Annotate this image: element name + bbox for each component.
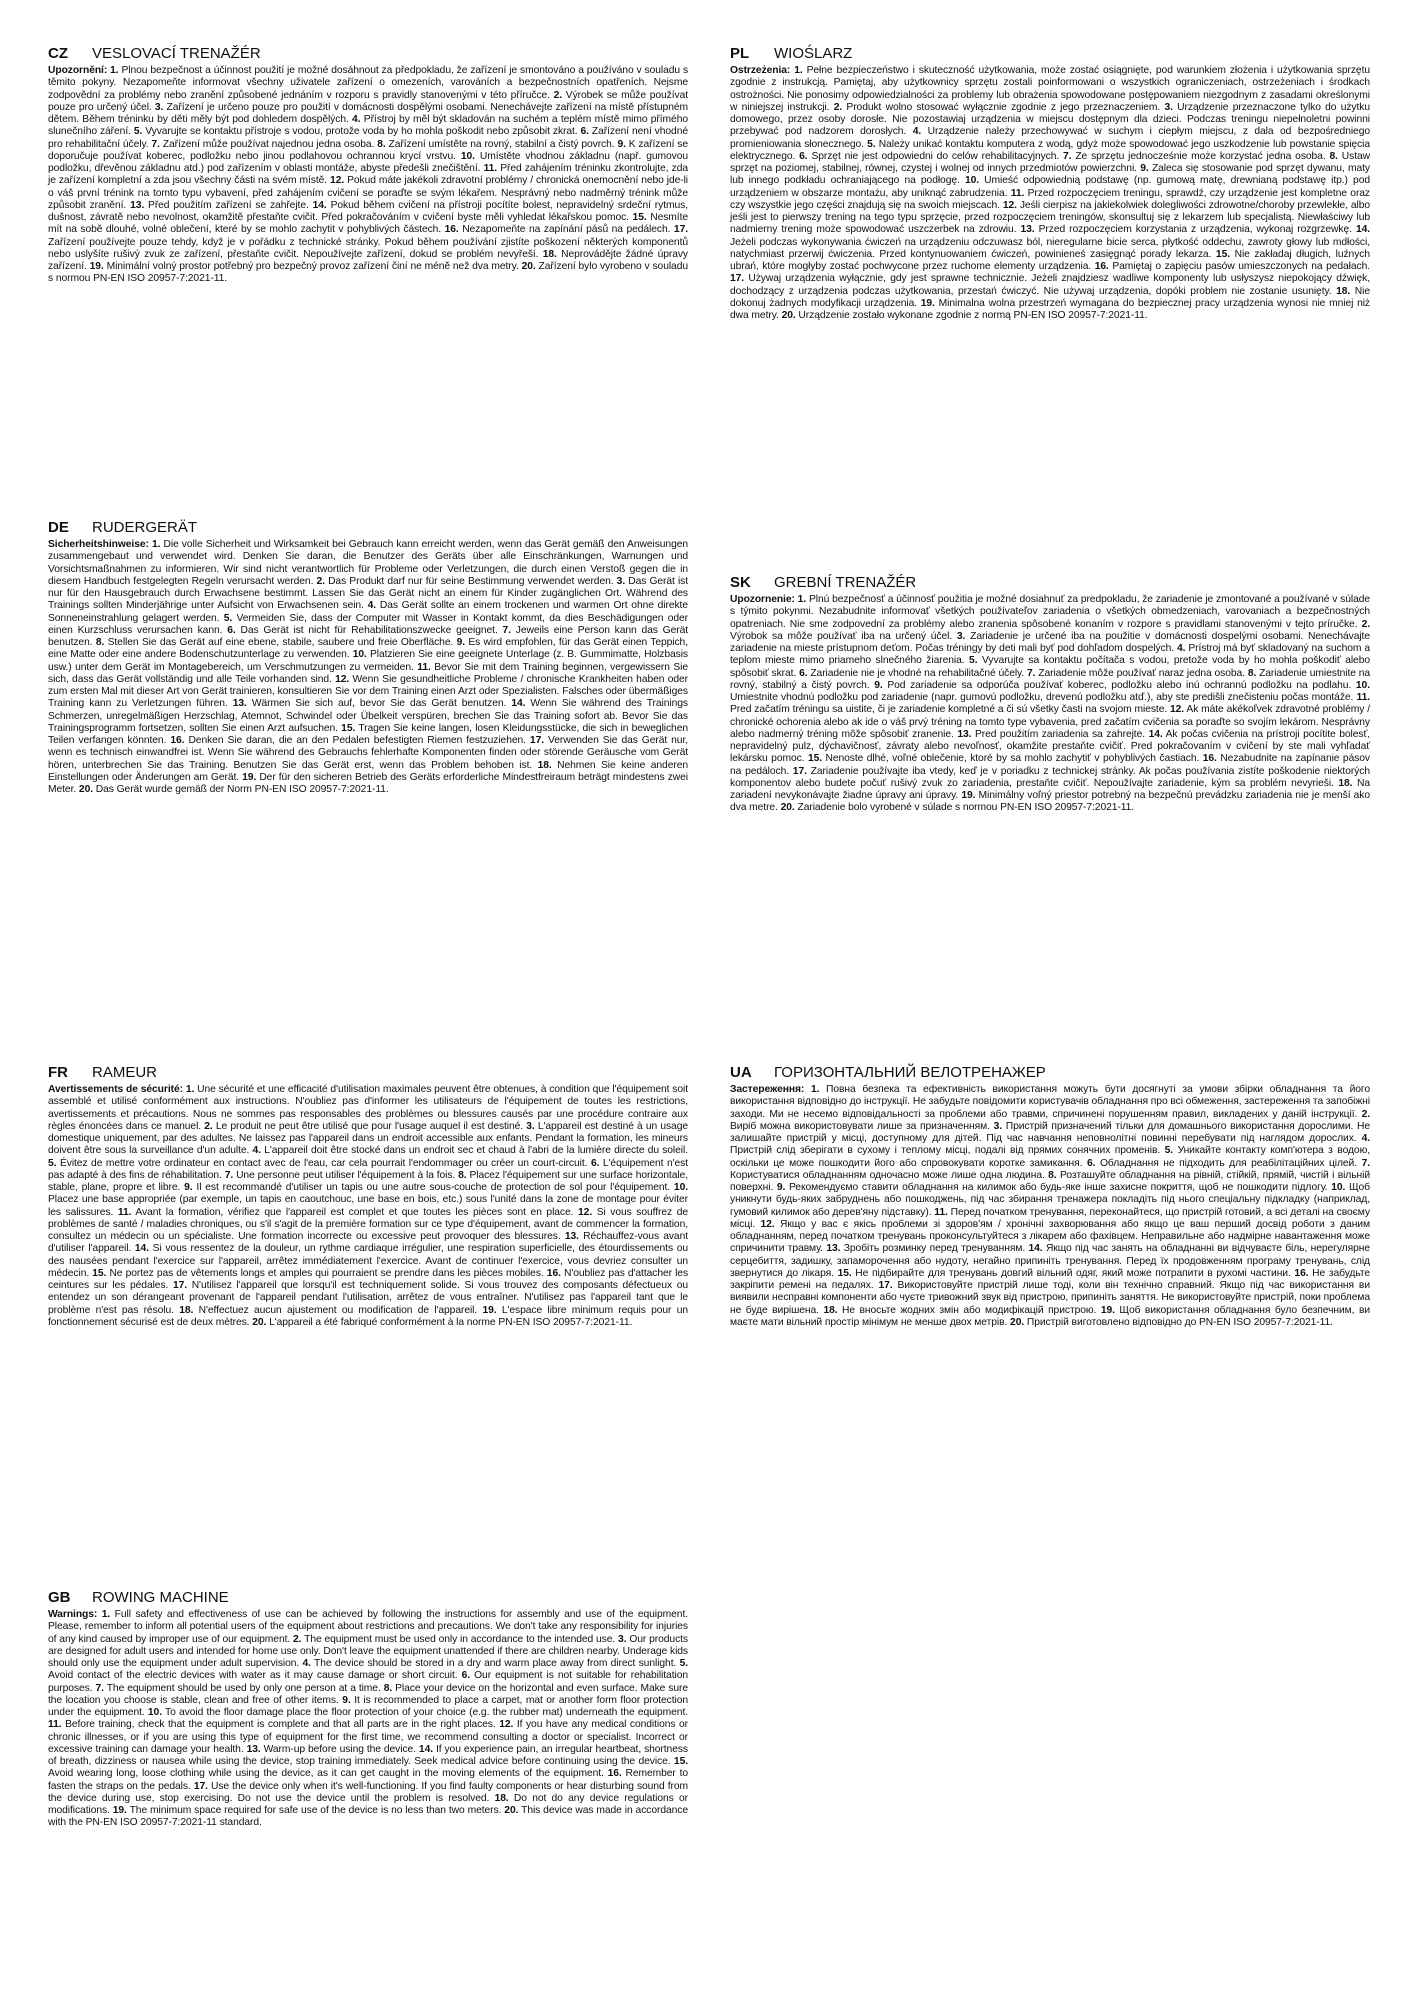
section-sk bbox=[730, 575, 1370, 815]
warning-lead: Upozornenie: bbox=[730, 594, 795, 605]
section-body bbox=[48, 1084, 688, 1329]
section-body bbox=[48, 65, 688, 286]
section-de bbox=[48, 520, 688, 796]
section-title: VESLOVACÍ TRENAŽÉR bbox=[92, 45, 261, 62]
section-header bbox=[48, 1590, 688, 1606]
language-code: FR bbox=[48, 1064, 68, 1081]
section-title: ROWING MACHINE bbox=[92, 1589, 229, 1606]
section-title: ГОРИЗОНТАЛЬНИЙ ВЕЛОТРЕНАЖЕР bbox=[774, 1064, 1046, 1081]
section-text: 1. Plnou bezpečnost a účinnost použití je možné dosáhnout za předpokladu, že zařízení je smontováno a používáno v souladu s těmito pokyny. Nezapomeňte informovat všechny uživatele zařízení o omezeních, varováních a bezpečnostních opatřeních. Nejsme zodpovědní za problémy nebo zranění způsobené jednáním v rozporu s pravidly stanovenými v této příručce. 2. Výrobek se může používat pouze pro určený účel. 3. Zařízení je určeno pouze pro použití v domácnosti dospělými osobami. Nenechávejte zařízení na místě přístupném dětem. Během tréninku by děti měly být pod dohledem dospělých. 4. Přístroj by měl být skladován na suchém a teplém místě mimo přímého slunečního záření. 5. Vyvarujte se kontaktu přístroje s vodou, protože voda by ho mohla poškodit nebo způsobit zkrat. 6. Zařízení není vhodné pro rehabilitační účely. 7. Zařízení může používat najednou jedna osoba. 8. Zařízení umístěte na rovný, stabilní a čistý povrch. 9. K zařízení se doporučuje používat koberec, podložku nebo jinou podlahovou ochrannou krycí vrstvu. 10. Umístěte vhodnou základnu (např. gumovou podložku, dřevěnou základnu atd.) pod zařízením v oblasti montáže, abyste předešli znečištění. 11. Před zahájením tréninku zkontrolujte, zda je zařízení kompletní a zda jsou všechny části na svém místě. 12. Pokud máte jakékoli zdravotní problémy / chronická onemocnění nebo jde-li o váš první trénink na tomto typu vybavení, před zahájením cvičení se poraďte se svým lékařem. Nesprávný nebo nadměrný trénink může způsobit zranění. 13. Před použitím zařízení se zahřejte. 14. Pokud během cvičení na přístroji pocítíte bolest, nepravidelný srdeční rytmus, dušnost, závratě nebo nevolnost, okamžitě přestaňte cvičit. Před pokračováním v cvičení byste měli vyhledat lékařskou pomoc. 15. Nesmíte mít na sobě dlouhé, volné oblečení, které by se mohlo zachytit v pohyblivých částech. 16. Nezapomeňte na zapínání pásů na pedálech. 17. Zařízení používejte pouze tehdy, když je v pořádku z technické stránky. Pokud během používání zjistíte poškození některých komponentů nebo uslyšíte rušivý zvuk ze zařízení, přestaňte cvičit. Nepoužívejte zařízení, dokud se problém nevyřeší. 18. Neprovádějte žádné úpravy zařízení. 19. Minimální volný prostor potřebný pro bezpečný provoz zařízení činí ne méně než dva metry. 20. Zařízení bylo vyrobeno v souladu s normou PN-EN ISO 20957-7:2021-11. bbox=[48, 65, 689, 285]
section-text: 1. Повна безпека та ефективність використання можуть бути досягнуті за умови збірки обладнання та його використання відповідно до інструкції. Не забудьте повідомити користувачів обладнання про всі обмеження, застереження та запобіжні заходи. Ми не несемо відповідальності за проблеми або травми, спричинені порушенням правил, викладених у даній інструкції. 2. Виріб можна використовувати лише за призначенням. 3. Пристрій призначений тільки для домашнього використання дорослими. Не залишайте пристрій у місці, доступному для дітей. Під час навчання неповнолітні повинні перебувати під наглядом дорослих. 4. Пристрій слід зберігати в сухому і теплому місці, подалі від прямих сонячних променів. 5. Уникайте контакту комп'ютера з водою, оскільки це може пошкодити його або спровокувати коротке замикання. 6. Обладнання не підходить для реабілітаційних цілей. 7. Користуватися обладнанням одночасно може лише одна людина. 8. Розташуйте обладнання на рівній, стійкій, прямій, чистій і вільній поверхні. 9. Рекомендуємо ставити обладнання на килимок або будь-яке інше захисне покриття, щоб не пошкодити підлогу. 10. Щоб уникнути будь-яких забруднень або пошкоджень, під час збирання тренажера покладіть під нього спеціальну підкладку (наприклад, гумовий килимок або дерев'яну підставку). 11. Перед початком тренування, переконайтеся, що пристрій готовий, а всі деталі на своєму місці. 12. Якщо у вас є якісь проблеми зі здоров'ям / хронічні захворювання або якщо це ваш перший досвід роботи з даним обладнанням, перед початком тренувань проконсультуйтеся з лікарем або фахівцем. Неправильне або надмірне навантаження може спричинити травму. 13. Зробіть розминку перед тренуванням. 14. Якщо під час занять на обладнанні ви відчуваєте біль, нерегулярне серцебиття, задишку, запаморочення або нудоту, негайно припиніть тренування. Перед їх продовженням програму тренувань, слід звернутися до лікаря. 15. Не підбирайте для тренувань довгий вільний одяг, який може потрапити в рухомі частини. 16. Не забудьте закріпити ремені на педалях. 17. Використовуйте пристрій лише тоді, коли він технічно справний. Якщо під час використання ви виявили несправні компоненти або чуєте тривожний звук від пристрою, припиніть заняття. Не використовуйте пристрій, поки проблема не буде вирішена. 18. Не вносьте жодних змін або модифікацій пристрою. 19. Щоб використання обладнання було безпечним, ви маєте мати вільний простір мінімум не менше двох метрів. 20. Пристрій виготовлено відповідно до PN-EN ISO 20957-7:2021-11. bbox=[730, 1084, 1371, 1328]
section-gb bbox=[48, 1590, 688, 1830]
section-text: 1. Pełne bezpieczeństwo i skuteczność użytkowania, może zostać osiągnięte, pod warunkiem złożenia i użytkowania sprzętu zgodnie z instrukcją. Pamiętaj, aby użytkownicy sprzętu zostali poinformowani o wszystkich ograniczeniach, ostrzeżeniach i środkach ostrożności. Nie ponosimy odpowiedzialności za problemy lub obrażenia spowodowane postępowaniem niezgodnym z zasadami określonymi w niniejszej instrukcji. 2. Produkt wolno stosować wyłącznie zgodnie z jego przeznaczeniem. 3. Urządzenie przeznaczone tylko do użytku domowego, przez osoby dorosłe. Nie pozostawiaj urządzenia w miejscu dostępnym dla dzieci. Podczas treningu niepełnoletni powinni przebywać pod nadzorem dorosłych. 4. Urządzenie należy przechowywać w suchym i ciepłym miejscu, z dala od bezpośredniego promieniowania słonecznego. 5. Należy unikać kontaktu komputera z wodą, gdyż może spowodować jego uszkodzenie lub powstanie spięcia elektrycznego. 6. Sprzęt nie jest odpowiedni do celów rehabilitacyjnych. 7. Ze sprzętu jednocześnie może korzystać jedna osoba. 8. Ustaw sprzęt na poziomej, stabilnej, równej, czystej i wolnej od innych przedmiotów powierzchni. 9. Zaleca się stosowanie pod sprzęt dywanu, maty lub innego podkładu ochraniającego na podłogę. 10. Umieść odpowiednią podstawę (np. gumową matę, drewnianą podstawę itp.) pod urządzeniem w obszarze montażu, aby uniknąć zabrudzenia. 11. Przed rozpoczęciem treningu, sprawdź, czy urządzenie jest kompletne oraz czy wszystkie jego części znajdują się na swoich miejscach. 12. Jeśli cierpisz na jakiekolwiek dolegliwości zdrowotne/choroby przewlekłe, albo jeśli jest to pierwszy trening na tego typu sprzęcie, przed rozpoczęciem treningów, skonsultuj się z lekarzem lub specjalistą. Niewłaściwy lub nadmierny trening może spowodować uszczerbek na zdrowiu. 13. Przed rozpoczęciem korzystania z urządzenia, wykonaj rozgrzewkę. 14. Jeżeli podczas wykonywania ćwiczeń na urządzeniu odczuwasz ból, nieregularne bicie serca, płytkość oddechu, zawroty głowy lub mdłości, natychmiast przerwij ćwiczenia. Przed kontynuowaniem ćwiczeń, powinieneś zasięgnąć porady lekarza. 15. Nie zakładaj długich, luźnych ubrań, które mogłyby zostać pochwycone przez ruchome elementy urządzenia. 16. Pamiętaj o zapięciu pasów umieszczonych na pedałach. 17. Używaj urządzenia wyłącznie, gdy jest sprawne technicznie. Jeżeli znajdziesz wadliwe komponenty lub usłyszysz niepokojący dźwięk, dochodzący z urządzenia podczas użytkowania, przestań ćwiczyć. Nie używaj urządzenia, dopóki problem nie zostanie usunięty. 18. Nie dokonuj żadnych modyfikacji urządzenia. 19. Minimalna wolna przestrzeń wymagana do bezpiecznej pracy urządzenia wynosi nie mniej niż dwa metry. 20. Urządzenie zostało wykonane zgodnie z normą PN-EN ISO 20957-7:2021-11. bbox=[730, 65, 1371, 321]
section-header bbox=[48, 520, 688, 536]
language-code: SK bbox=[730, 574, 751, 591]
warning-lead: Upozornění: bbox=[48, 65, 108, 76]
language-code: PL bbox=[730, 45, 750, 62]
section-header bbox=[730, 1065, 1370, 1081]
language-code: DE bbox=[48, 519, 69, 536]
warning-lead: Sicherheitshinweise: bbox=[48, 539, 149, 550]
section-body bbox=[730, 594, 1370, 815]
section-body bbox=[730, 65, 1370, 322]
section-header bbox=[730, 575, 1370, 591]
warning-lead: Warnings: bbox=[48, 1609, 98, 1620]
section-header bbox=[48, 1065, 688, 1081]
section-cz bbox=[48, 46, 688, 286]
section-ua bbox=[730, 1065, 1370, 1329]
section-body bbox=[730, 1084, 1370, 1329]
warning-lead: Застереження: bbox=[730, 1084, 805, 1095]
section-text: 1. Full safety and effectiveness of use can be achieved by following the instructions for assembly and use of the equipment. Please, remember to inform all potential users of the equipment about restrictions and precautions. We don't take any responsibility for injuries of any kind caused by improper use of our equipment. 2. The equipment must be used only in accordance to the intended use. 3. Our products are designed for adult users and intended for home use only. Don't leave the equipment unattended if there are children nearby. Underage kids should only use the equipment under adult supervision. 4. The device should be stored in a dry and warm place away from direct sunlight. 5. Avoid contact of the electric devices with water as it may cause damage or short circuit. 6. Our equipment is not suitable for rehabilitation purposes. 7. The equipment should be used by only one person at a time. 8. Place your device on the horizontal and even surface. Make sure the location you choose is stable, clean and free of other items. 9. It is recommended to place a carpet, mat or another form floor protection under the equipment. 10. To avoid the floor damage place the floor protection of your choice (e.g. the rubber mat) underneath the equipment. 11. Before training, check that the equipment is complete and that all parts are in the right places. 12. If you have any medical conditions or chronic illnesses, or if you are using this type of equipment for the first time, we recommend consulting a doctor or specialist. Incorrect or excessive training can damage your health. 13. Warm-up before using the device. 14. If you experience pain, an irregular heartbeat, shortness of breath, dizziness or nausea while using the device, stop training immediately. Seek medical advice before continuing using the device. 15. Avoid wearing long, loose clothing while using the device, as it can get caught in the moving elements of the equipment. 16. Remember to fasten the straps on the pedals. 17. Use the device only when it's well-functioning. If you find faulty components or hear disturbing sound from the device during use, stop exercising. Do not use the device until the problem is resolved. 18. Do not do any device regulations or modifications. 19. The minimum space required for safe use of the device is no less than two meters. 20. This device was made in accordance with the PN-EN ISO 20957-7:2021-11 standard. bbox=[48, 1609, 689, 1829]
section-fr bbox=[48, 1065, 688, 1329]
section-title: RAMEUR bbox=[92, 1064, 158, 1081]
section-title: GREBNÍ TRENAŽÉR bbox=[774, 574, 917, 591]
section-text: 1. Plnú bezpečnosť a účinnosť použitia je možné dosiahnuť za predpokladu, že zariadenie je zmontované a používané v súlade s týmito pokynmi. Nezabudnite informovať všetkých používateľov zariadenia o všetkých obmedzeniach, varovaniach a bezpečnostných opatreniach. Nie sme zodpovední za problémy alebo zranenia spôsobené konaním v rozpore s pravidlami stanovenými v tejto príručke. 2. Výrobok sa môže používať iba na určený účel. 3. Zariadenie je určené iba na použitie v domácnosti dospelými osobami. Nenechávajte zariadenie na mieste prístupnom deťom. Počas tréningy by deti mali byť pod dohľadom dospelých. 4. Prístroj má byť skladovaný na suchom a teplom mieste mimo priameho slnečného žiarenia. 5. Vyvarujte sa kontaktu počítača s vodou, pretože voda by ho mohla poškodiť alebo spôsobiť skrat. 6. Zariadenie nie je vhodné na rehabilitačné účely. 7. Zariadenie môže používať naraz jedna osoba. 8. Zariadenie umiestnite na rovný, stabilný a čistý povrch. 9. Pod zariadenie sa odporúča používať koberec, podložku alebo inú ochrannú podložku na podlahu. 10. Umiestnite vhodnú podložku pod zariadenie (napr. gumovú podložku, drevenú podložku atď.), aby ste predišli znečisteniu počas montáže. 11. Pred začatím tréningu sa uistite, či je zariadenie kompletné a či sú všetky časti na svojom mieste. 12. Ak máte akékoľvek zdravotné problémy / chronické ochorenia alebo ak ide o váš prvý tréning na tomto type vybavenia, pred začatím cvičenia sa poraďte so svojím lekárom. Nesprávny alebo nadmerný tréning môže spôsobiť zranenie. 13. Pred použitím zariadenia sa zahrejte. 14. Ak počas cvičenia na prístroji pocítite bolesť, nepravidelný pulz, dýchavičnosť, závraty alebo nevoľnosť, okamžite prestaňte cvičiť. Pred pokračovaním v cvičení by ste mali vyhľadať lekársku pomoc. 15. Nenoste dlhé, voľné oblečenie, ktoré by sa mohlo zachytiť v pohyblivých častiach. 16. Nezabudnite na zapínanie pásov na pedáloch. 17. Zariadenie používajte iba vtedy, keď je v poriadku z technickej stránky. Ak počas používania zistíte poškodenie niektorých komponentov alebo budete počuť rušivý zvuk zo zariadenia, prestaňte cvičiť. Nepoužívajte zariadenie, kým sa problém nevyrieši. 18. Na zariadení nevykonávajte žiadne úpravy ani úpravy. 19. Minimálny voľný priestor potrebný na bezpečnú prevádzku zariadenia nie je menší ako dva metre. 20. Zariadenie bolo vyrobené v súlade s normou PN-EN ISO 20957-7:2021-11. bbox=[730, 594, 1371, 814]
language-code: CZ bbox=[48, 45, 68, 62]
section-text: 1. Die volle Sicherheit und Wirksamkeit bei Gebrauch kann erreicht werden, wenn das Gerät gemäß den Anweisungen zusammengebaut und verwendet wird. Denken Sie daran, die Benutzer des Geräts über alle Einschränkungen, Warnungen und Vorsichtsmaßnahmen zu informieren. Wir sind nicht verantwortlich für Probleme oder Verletzungen, die durch einen Verstoß gegen die in diesem Handbuch festgelegten Regeln verursacht werden. 2. Das Produkt darf nur für seine Bestimmung verwendet werden. 3. Das Gerät ist nur für den Hausgebrauch durch Erwachsene bestimmt. Lassen Sie das Gerät nicht an einem für Kinder zugänglichen Ort. Während des Trainings sollten Minderjährige unter Aufsicht von Erwachsenen sein. 4. Das Gerät sollte an einem trockenen und warmen Ort ohne direkte Sonneneinstrahlung gelagert werden. 5. Vermeiden Sie, dass der Computer mit Wasser in Kontakt kommt, da dies Beschädigungen oder einen Kurzschluss verursachen kann. 6. Das Gerät ist nicht für Rehabilitationszwecke geeignet. 7. Jeweils eine Person kann das Gerät benutzen. 8. Stellen Sie das Gerät auf eine ebene, stabile, saubere und freie Oberfläche. 9. Es wird empfohlen, für das Gerät einen Teppich, eine Matte oder eine andere Bodenschutzunterlage zu verwenden. 10. Platzieren Sie eine geeignete Unterlage (z. B. Gummimatte, Holzbasis usw.) unter dem Gerät im Montagebereich, um Verschmutzungen zu vermeiden. 11. Bevor Sie mit dem Training beginnen, vergewissern Sie sich, dass das Gerät vollständig und alle Teile vorhanden sind. 12. Wenn Sie gesundheitliche Probleme / chronische Krankheiten haben oder zum ersten Mal mit dieser Art von Gerät trainieren, konsultieren Sie vor dem Training einen Arzt oder Spezialisten. Falsches oder übermäßiges Training kann zu Verletzungen führen. 13. Wärmen Sie sich auf, bevor Sie das Gerät benutzen. 14. Wenn Sie während des Trainings Schmerzen, unregelmäßigen Herzschlag, Atemnot, Schwindel oder Übelkeit verspüren, brechen Sie das Training sofort ab. Bevor Sie das Trainingsprogramm fortsetzen, sollten Sie einen Arzt aufsuchen. 15. Tragen Sie keine langen, losen Kleidungsstücke, die sich in beweglichen Teilen verfangen könnten. 16. Denken Sie daran, die an den Pedalen befestigten Riemen festzuziehen. 17. Verwenden Sie das Gerät nur, wenn es technisch einwandfrei ist. Wenn Sie während des Gebrauchs fehlerhafte Komponenten finden oder störende Geräusche vom Gerät hören, unterbrechen Sie das Training. Benutzen Sie das Gerät erst, wenn das Problem behoben ist. 18. Nehmen Sie keine anderen Einstellungen oder Änderungen am Gerät. 19. Der für den sicheren Betrieb des Geräts erforderliche Mindestfreiraum beträgt mindestens zwei Meter. 20. Das Gerät wurde gemäß der Norm PN-EN ISO 20957-7:2021-11. bbox=[48, 539, 689, 795]
section-body bbox=[48, 539, 688, 796]
section-title: WIOŚLARZ bbox=[774, 45, 853, 62]
section-text: 1. Une sécurité et une efficacité d'utilisation maximales peuvent être obtenues, à condition que l'équipement soit assemblé et utilisé conformément aux instructions. N'oubliez pas d'informer les utilisateurs de l'équipement de toutes les restrictions, avertissements et précautions. Nous ne sommes pas responsables des problèmes ou blessures causés par une procédure contraire aux règles énoncées dans ce manuel. 2. Le produit ne peut être utilisé que pour l'usage auquel il est destiné. 3. L'appareil est destiné à un usage domestique uniquement, par des adultes. Ne laissez pas l'appareil dans un endroit accessible aux enfants. Pendant la formation, les mineurs doivent être sous la surveillance d'un adulte. 4. L'appareil doit être stocké dans un endroit sec et chaud à l'abri de la lumière directe du soleil. 5. Évitez de mettre votre ordinateur en contact avec de l'eau, car cela pourrait l'endommager ou créer un court-circuit. 6. L'équipement n'est pas adapté à des fins de réhabilitation. 7. Une personne peut utiliser l'équipement à la fois. 8. Placez l'équipement sur une surface horizontale, stable, plane, propre et libre. 9. Il est recommandé d'utiliser un tapis ou une autre sous-couche de protection de sol pour l'équipement. 10. Placez une base appropriée (par exemple, un tapis en caoutchouc, une base en bois, etc.) sous l'unité dans la zone de montage pour éviter les salissures. 11. Avant la formation, vérifiez que l'appareil est complet et que toutes les pièces sont en place. 12. Si vous souffrez de problèmes de santé / maladies chroniques, ou s'il s'agit de la première formation sur ce type d'équipement, avant de commencer la formation, consultez un médecin ou un spécialiste. Une formation incorrecte ou excessive peut provoquer des blessures. 13. Réchauffez-vous avant d'utiliser l'appareil. 14. Si vous ressentez de la douleur, un rythme cardiaque irrégulier, une respiration superficielle, des étourdissements ou des nausées pendant l'exercice sur l'appareil, arrêtez immédiatement l'exercice. Avant de continuer l'exercice, vous devriez consulter un médecin. 15. Ne portez pas de vêtements longs et amples qui pourraient se prendre dans les pièces mobiles. 16. N'oubliez pas d'attacher les ceintures sur les pédales. 17. N'utilisez l'appareil que lorsqu'il est techniquement solide. Si vous trouvez des composants défectueux ou entendez un son dérangeant provenant de l'appareil pendant l'utilisation, arrêtez de vous entraîner. N'utilisez pas l'appareil tant que le problème n'est pas résolu. 18. N'effectuez aucun ajustement ou modification de l'appareil. 19. L'espace libre minimum requis pour un fonctionnement sécurisé est de deux mètres. 20. L'appareil a été fabriqué conformément à la norme PN-EN ISO 20957-7:2021-11. bbox=[48, 1084, 689, 1328]
section-header bbox=[730, 46, 1370, 62]
section-header bbox=[48, 46, 688, 62]
warning-lead: Ostrzeżenia: bbox=[730, 65, 791, 76]
language-code: GB bbox=[48, 1589, 71, 1606]
section-pl bbox=[730, 46, 1370, 322]
language-code: UA bbox=[730, 1064, 752, 1081]
section-body bbox=[48, 1609, 688, 1830]
section-title: RUDERGERÄT bbox=[92, 519, 198, 536]
warning-lead: Avertissements de sécurité: bbox=[48, 1084, 183, 1095]
